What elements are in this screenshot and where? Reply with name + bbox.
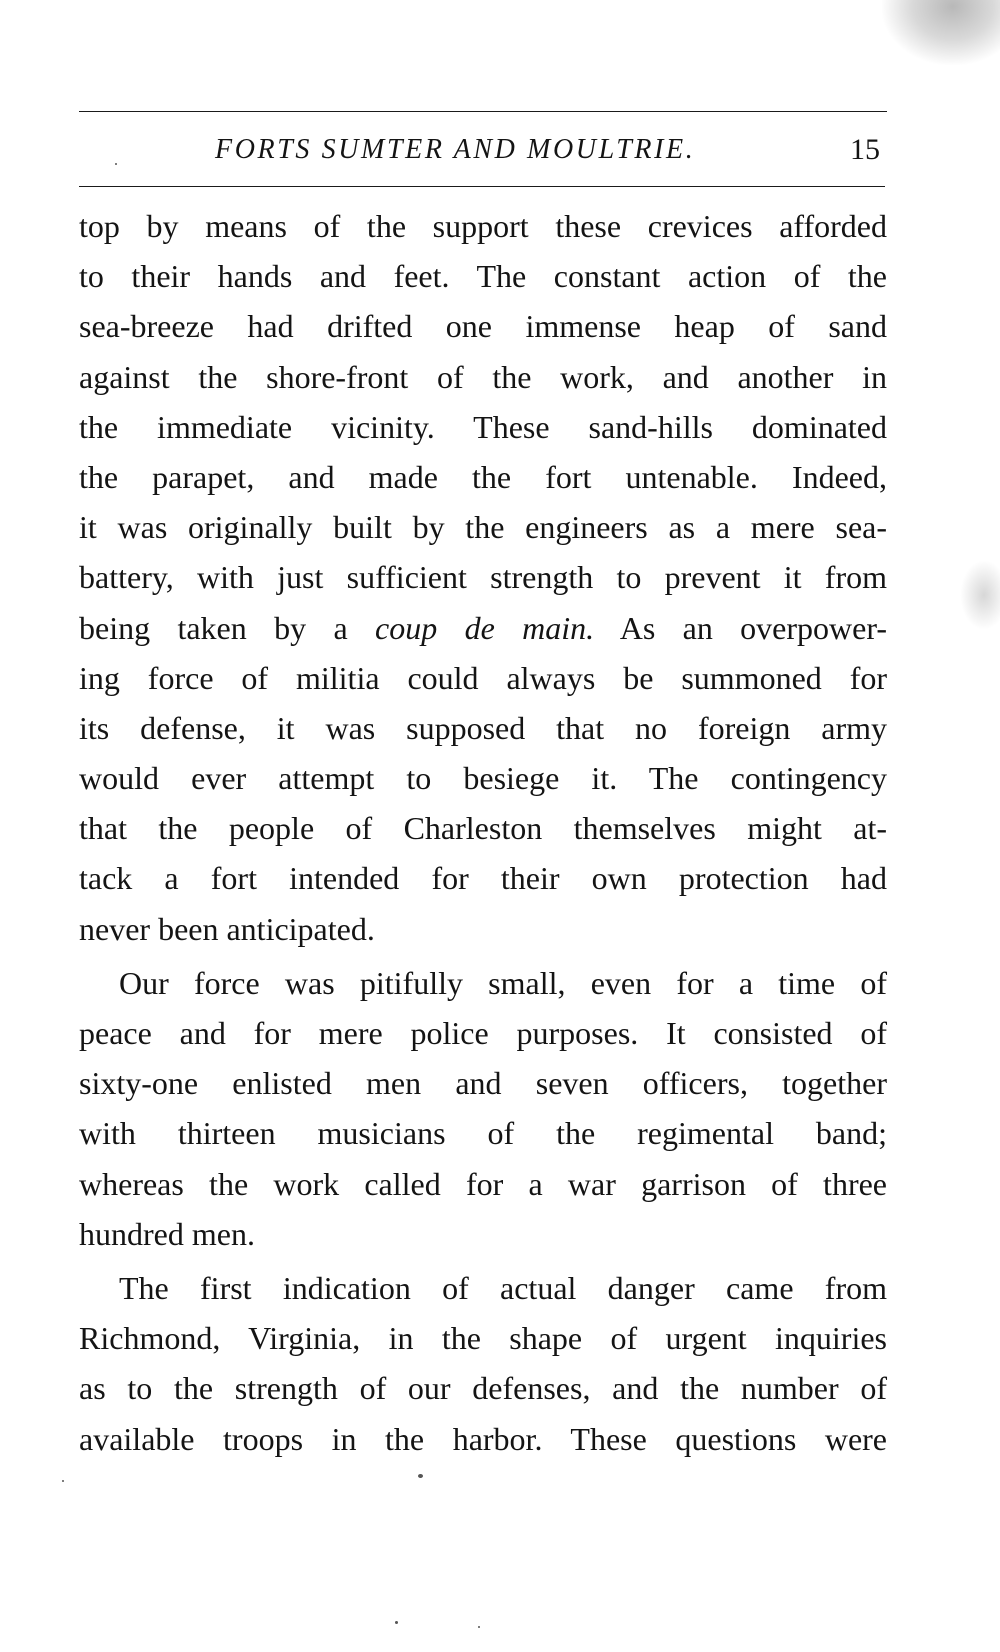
text-line: sixty-one enlisted men and seven officers, together (79, 1065, 887, 1102)
text-line: never been anticipated. (79, 910, 375, 947)
page-side-smudge (960, 560, 1000, 630)
page-number: 15 (850, 133, 880, 166)
text-line: battery, with just sufficient strength to prevent it from (79, 559, 887, 596)
text-line: its defense, it was supposed that no foreign army (79, 709, 887, 746)
print-speck (418, 1474, 423, 1478)
running-title: FORTS SUMTER AND MOULTRIE. (215, 134, 696, 165)
text-line: it was originally built by the engineers as a mere sea- (79, 509, 887, 546)
print-speck (115, 163, 117, 165)
body-text (79, 201, 887, 1464)
text-line: against the shore-front of the work, and another in (79, 358, 887, 395)
page-edge-smudge (882, 0, 1000, 65)
text-line-paragraph-start: The first indication of actual danger came from (119, 1269, 887, 1306)
text-line: with thirteen musicians of the regimental band; (79, 1115, 887, 1152)
text-line-mixed (79, 603, 887, 653)
text-line: hundred men. (79, 1215, 255, 1252)
text-segment: As an overpower- (619, 609, 888, 646)
text-line: as to the strength of our defenses, and the number of (79, 1370, 887, 1407)
text-line: available troops in the harbor. These questions were (79, 1420, 887, 1457)
text-line: to their hands and feet. The constant action of the (79, 258, 887, 295)
print-speck (62, 1480, 64, 1482)
print-speck (395, 1621, 398, 1624)
text-line: whereas the work called for a war garrison of three (79, 1165, 887, 1202)
text-segment: being taken by a (79, 609, 348, 646)
text-line: Richmond, Virginia, in the shape of urgent inquiries (79, 1320, 887, 1357)
text-line: tack a fort intended for their own protection had (79, 860, 887, 897)
text-line-paragraph-start: Our force was pitifully small, even for a time of (119, 964, 887, 1001)
text-line: the immediate vicinity. These sand-hills dominated (79, 408, 887, 445)
print-speck (478, 1626, 480, 1628)
text-line: top by means of the support these crevices afforded (79, 208, 887, 244)
text-line: would ever attempt to besiege it. The contingency (79, 760, 887, 797)
text-line: peace and for mere police purposes. It consisted of (79, 1015, 887, 1051)
italic-phrase: coup de main. (375, 609, 595, 646)
text-line: that the people of Charleston themselves might at- (79, 810, 887, 847)
text-line: ing force of militia could always be summoned for (79, 659, 887, 696)
running-head (0, 130, 1000, 170)
header-rule-top (79, 111, 887, 112)
text-line: the parapet, and made the fort untenable. Indeed, (79, 458, 887, 495)
text-line: sea-breeze had drifted one immense heap of sand (79, 308, 887, 345)
header-rule-bottom (79, 186, 885, 187)
